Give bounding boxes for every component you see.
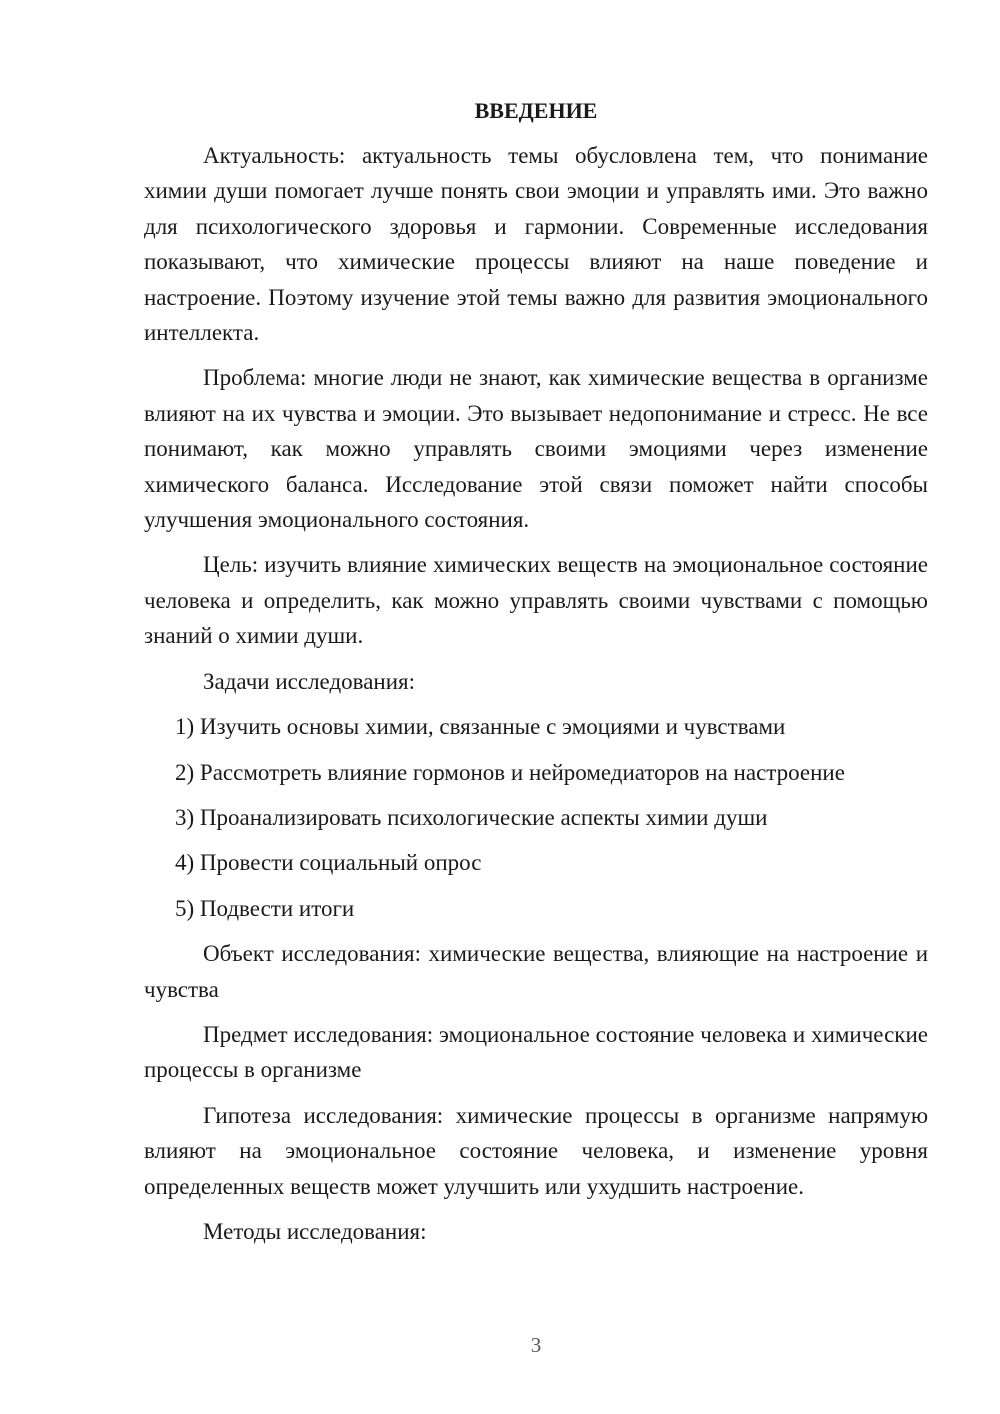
paragraph-subject: Предмет исследования: эмоциональное состояние человека и химические процессы в организме — [144, 1021, 928, 1083]
paragraph-goal: Цель: изучить влияние химических веществ на эмоциональное состояние человека и определить, как можно управлять своими чувствами с помощью знаний о химии души. — [144, 552, 928, 649]
section-title: ВВЕДЕНИЕ — [474, 98, 598, 123]
paragraph-object: Объект исследования: химические вещества, влияющие на настроение и чувства — [144, 941, 928, 1002]
task-item: 1) Изучить основы химии, связанные с эмоциями и чувствами — [175, 714, 786, 740]
tasks-list — [144, 709, 928, 926]
page-content — [144, 96, 928, 1259]
task-item: 3) Проанализировать психологические аспекты химии души — [175, 804, 768, 830]
methods-heading: Методы исследования: — [203, 1218, 427, 1244]
paragraph-relevance: Актуальность: актуальность темы обусловлена тем, что понимание химии души помогает лучше понять свои эмоции и управлять ими. Это важно для психологического здоровья и гармонии. Современные исследования показывают, что химические процессы влияют на наше поведение и настроение. Поэтому изучение этой темы важно для развития эмоционального интеллекта. — [144, 143, 928, 346]
task-item: 4) Провести социальный опрос — [175, 850, 482, 876]
task-item: 5) Подвести итоги — [175, 895, 355, 921]
task-item: 2) Рассмотреть влияние гормонов и нейромедиаторов на настроение — [175, 759, 845, 785]
page-number: 3 — [530, 1333, 542, 1357]
tasks-heading: Задачи исследования: — [203, 668, 416, 694]
paragraph-problem: Проблема: многие люди не знают, как химические вещества в организме влияют на их чувства и эмоции. Это вызывает недопонимание и стресс. Не все понимают, как можно управлять своими эмоциями через изменение химического баланса. Исследование этой связи поможет найти способы улучшения эмоционального состояния. — [144, 365, 928, 533]
paragraph-hypothesis: Гипотеза исследования: химические процессы в организме напрямую влияют на эмоциональное состояние человека, и изменение уровня определенных веществ может улучшить или ухудшить настроение. — [144, 1102, 928, 1199]
